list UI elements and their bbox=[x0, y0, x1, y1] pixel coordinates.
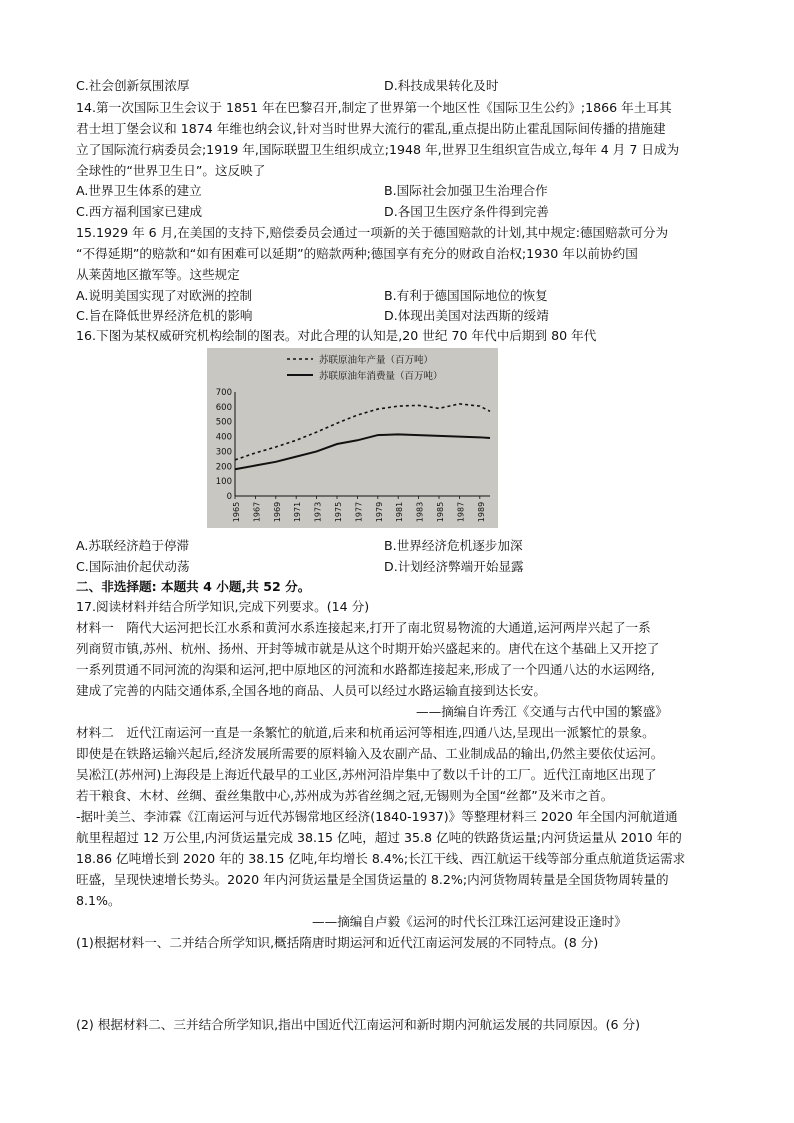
q14-stem-line-4: 全球性的“世界卫生日”。这反映了 bbox=[76, 163, 266, 178]
x-tick-label: 1983 bbox=[415, 501, 425, 523]
x-tick-label: 1987 bbox=[456, 501, 466, 523]
q13-option-c: C.社会创新氛围浓厚 bbox=[76, 78, 190, 93]
q16-option-a: A.苏联经济趋于停滞 bbox=[76, 538, 190, 553]
material1-source: ——摘编自许秀江《交通与古代中国的繁盛》 bbox=[416, 704, 668, 719]
y-tick-label: 0 bbox=[226, 492, 232, 502]
x-tick-label: 1977 bbox=[354, 501, 364, 523]
q17-subquestion-2: (2) 根据材料二、三并结合所学知识,指出中国近代江南运河和新时期内河航运发展的共同原因。(6 分) bbox=[76, 1017, 641, 1032]
q15-option-b: B.有利于德国国际地位的恢复 bbox=[384, 288, 548, 303]
x-tick-label: 1989 bbox=[476, 501, 486, 523]
y-tick-labels bbox=[216, 388, 232, 502]
material1-line-2: 列商贸市镇,苏州、杭州、扬州、开封等城市就是从这个时期开始兴盛起来的。唐代在这个基础上又开挖了 bbox=[76, 641, 660, 656]
q17-subquestion-1: (1)根据材料一、二并结合所学知识,概括隋唐时期运河和近代江南运河发展的不同特点。(8 分) bbox=[76, 935, 599, 950]
material2-line-1: 材料二 近代江南运河一直是一条繁忙的航道,后来和杭甬运河等相连,四通八达,呈现出一派繁忙的景象。 bbox=[76, 725, 655, 740]
material2-line-2: 即使是在铁路运输兴起后,经济发展所需要的原料输入及农副产品、工业制成品的输出,仍然主要依仗运河。 bbox=[76, 746, 664, 761]
q15-stem-line-3: 从莱茵地区撤军等。这些规定 bbox=[76, 267, 240, 282]
material2-line-3: 吴凇江(苏州河)上海段是上海近代最早的工业区,苏州河沿岸集中了数以千计的工厂。近代江南地区出现了 bbox=[76, 767, 657, 782]
q14-option-b: B.国际社会加强卫生治理合作 bbox=[384, 183, 548, 198]
q16-stem: 16.下图为某权威研究机构绘制的图表。对此合理的认知是,20 世纪 70 年代中后期到 80 年代 bbox=[76, 328, 597, 343]
y-tick-label: 500 bbox=[215, 417, 232, 428]
oil-chart-svg bbox=[207, 348, 498, 528]
q14-stem-line-2: 君士坦丁堡会议和 1874 年维也纳会议,针对当时世界大流行的霍乱,重点提出防止霍乱国际间传播的措施建 bbox=[76, 121, 666, 136]
x-tick-label: 1967 bbox=[252, 501, 262, 523]
oil-chart bbox=[207, 348, 498, 528]
material3-line-4: 8.1%。 bbox=[76, 893, 121, 908]
y-tick-label: 100 bbox=[215, 477, 232, 488]
material3-line-3: 旺盛，呈现快速增长势头。2020 年内河货运量是全国货运量的 8.2%;内河货物周转量是全国货物周转量的 bbox=[76, 872, 669, 887]
material2-line-5: -据叶美兰、李沛霖《江南运河与近代苏锡常地区经济(1840-1937)》等整理材料三 2020 年全国内河航道通 bbox=[76, 809, 678, 824]
series-line-consumption bbox=[235, 434, 490, 469]
material2-line-4: 若干粮食、木材、丝绸、蚕丝集散中心,苏州成为苏省丝绸之冠,无锡则为全国“丝都”及米市之首。 bbox=[76, 788, 614, 803]
section-heading: 二、非选择题: 本题共 4 小题,共 52 分。 bbox=[76, 579, 311, 594]
y-tick-label: 600 bbox=[215, 402, 232, 413]
q16-option-c: C.国际油价起伏动荡 bbox=[76, 559, 190, 574]
legend-label-production: 苏联原油年产量（百万吨） bbox=[319, 355, 434, 366]
chart-legend bbox=[287, 354, 443, 382]
y-tick-label: 200 bbox=[215, 462, 232, 473]
q16-option-d: D.计划经济弊端开始显露 bbox=[384, 559, 524, 574]
q16-option-b: B.世界经济危机逐步加深 bbox=[384, 538, 523, 553]
x-tick-label: 1985 bbox=[436, 501, 445, 523]
q17-intro: 17.阅读材料并结合所学知识,完成下列要求。(14 分) bbox=[76, 599, 370, 614]
q15-option-d: D.体现出美国对法西斯的绥靖 bbox=[384, 308, 549, 323]
material3-source: ——摘编自卢毅《运河的时代长江珠江运河建设正逢时》 bbox=[312, 914, 627, 929]
q14-option-d: D.各国卫生医疗条件得到完善 bbox=[384, 204, 549, 219]
q15-stem-line-1: 15.1929 年 6 月,在美国的支持下,赔偿委员会通过一项新的关于德国赔款的计划,其中规定:德国赔款可分为 bbox=[76, 225, 669, 240]
x-tick-label: 1975 bbox=[334, 501, 343, 523]
q13-option-d: D.科技成果转化及时 bbox=[384, 78, 499, 93]
y-tick-label: 700 bbox=[215, 388, 232, 398]
material3-line-2: 18.86 亿吨增长到 2020 年的 38.15 亿吨,年均增长 8.4%;长江干线、西江航运干线等部分重点航道货运需求 bbox=[76, 851, 686, 866]
material1-line-1: 材料一 隋代大运河把长江水系和黄河水系连接起来,打开了南北贸易物流的大通道,运河两岸兴起了一系 bbox=[76, 620, 651, 635]
q14-stem-line-1: 14.第一次国际卫生会议于 1851 年在巴黎召开,制定了世界第一个地区性《国际卫生公约》;1866 年土耳其 bbox=[76, 100, 672, 115]
legend-label-consumption: 苏联原油年消费量（百万吨） bbox=[319, 371, 443, 382]
x-tick-labels bbox=[232, 496, 486, 522]
q15-option-a: A.说明美国实现了对欧洲的控制 bbox=[76, 288, 253, 303]
x-tick-label: 1981 bbox=[395, 501, 405, 523]
x-tick-label: 1979 bbox=[374, 501, 384, 523]
y-tick-label: 300 bbox=[215, 447, 232, 458]
y-tick-label: 400 bbox=[215, 432, 232, 443]
q14-option-a: A.世界卫生体系的建立 bbox=[76, 183, 202, 198]
material1-line-3: 一系列贯通不同河流的沟渠和运河,把中原地区的河流和水路都连接起来,形成了一个四通八达的水运网络, bbox=[76, 662, 655, 677]
material3-line-1: 航里程超过 12 万公里,内河货运量完成 38.15 亿吨，超过 35.8 亿吨的铁路货运量;内河货运量从 2010 年的 bbox=[76, 830, 682, 845]
material1-line-4: 建成了完善的内陆交通体系,全国各地的商品、人员可以经过水路运输直接到达长安。 bbox=[76, 683, 546, 698]
q15-stem-line-2: “不得延期”的赔款和“如有困难可以延期”的赔款两种;德国享有充分的财政自治权;1930 年以前协约国 bbox=[76, 246, 638, 261]
x-tick-label: 1965 bbox=[232, 501, 241, 523]
x-tick-label: 1969 bbox=[272, 501, 282, 523]
q14-option-c: C.西方福利国家已建成 bbox=[76, 204, 203, 219]
series-line-production bbox=[235, 404, 490, 460]
q14-stem-line-3: 立了国际流行病委员会;1919 年,国际联盟卫生组织成立;1948 年,世界卫生组织宣告成立,每年 4 月 7 日成为 bbox=[76, 142, 680, 157]
q15-option-c: C.旨在降低世界经济危机的影响 bbox=[76, 308, 253, 323]
x-tick-label: 1973 bbox=[313, 501, 323, 523]
chart-series bbox=[235, 404, 490, 469]
x-tick-label: 1971 bbox=[293, 501, 303, 523]
